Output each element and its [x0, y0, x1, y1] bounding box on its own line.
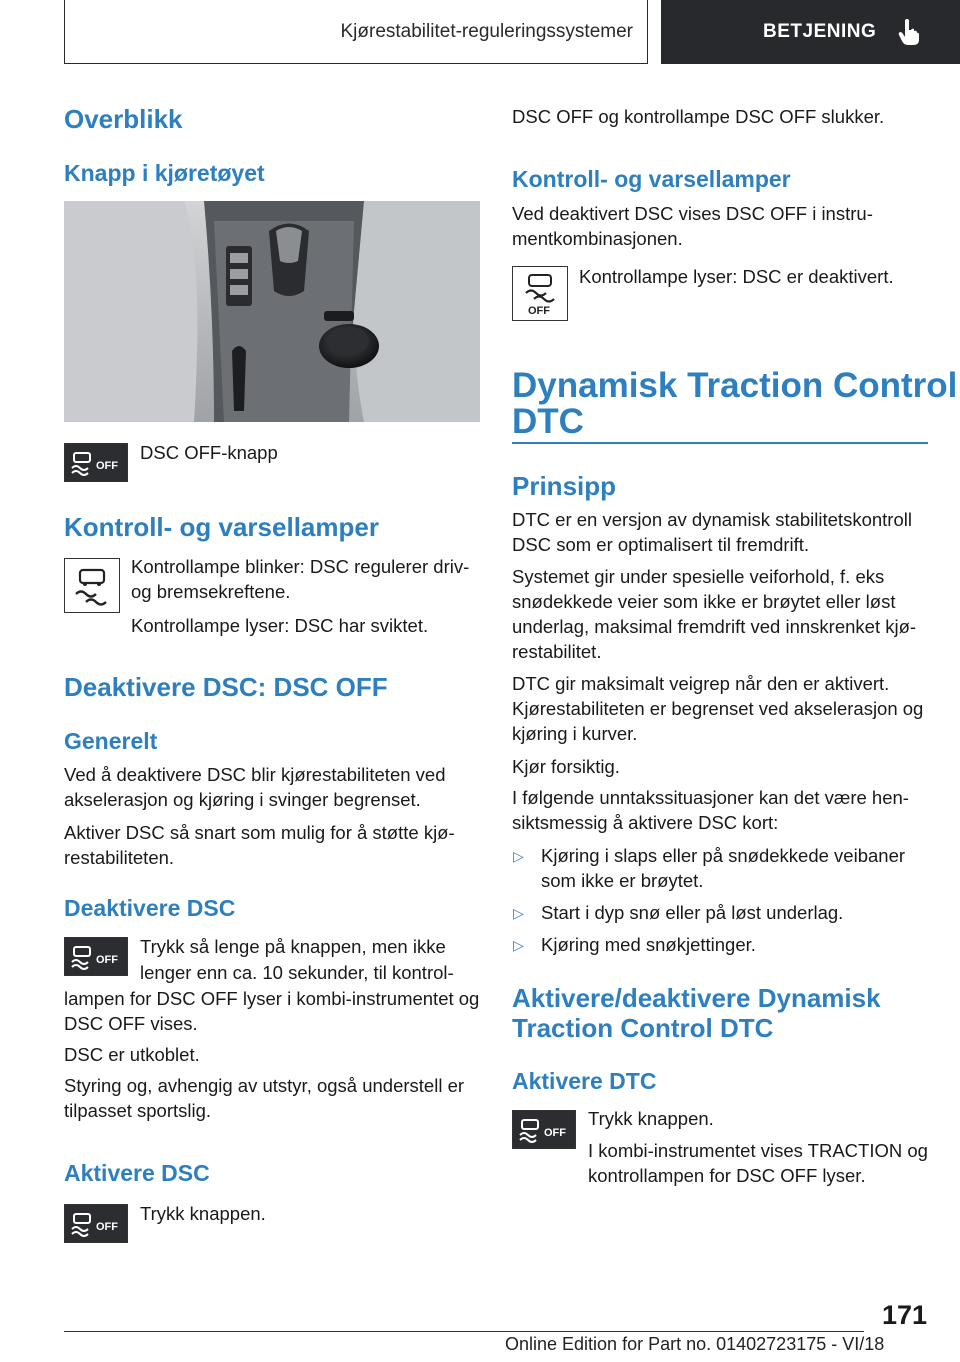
dsc-off-button-icon [64, 937, 128, 976]
bullet-item-1: Kjøring i slaps eller på snødekkede veibaner som ikke er brøytet. [541, 845, 906, 891]
overview-title: Overblikk [64, 104, 183, 134]
lamps-right-paragraph: Ved deaktivert DSC vises DSC OFF i instru-mentkombinasjonen. [512, 203, 873, 249]
header-section-title: Kjørestabilitet-reguleringssystemer [340, 20, 633, 42]
bullet-marker: ▷ [513, 937, 524, 953]
activate-dtc-paragraph-1: Trykk knappen. [588, 1108, 714, 1129]
svg-text:OFF: OFF [544, 1126, 566, 1139]
svg-text:OFF: OFF [96, 1220, 118, 1233]
bullet-item-2: Start i dyp snø eller på løst underlag. [541, 902, 844, 923]
dtc-title-line-2: DTC [512, 402, 584, 441]
dsc-off-button-caption: DSC OFF-knapp [140, 442, 278, 463]
svg-text:OFF: OFF [96, 953, 118, 966]
general-paragraph-2: Aktiver DSC så snart som mulig for å støtte kjø-restabiliteten. [64, 822, 455, 868]
principle-paragraph-5: I følgende unntakssituasjoner kan det være hen-siktsmessig å aktivere DSC kort: [512, 787, 909, 833]
bullet-marker: ▷ [513, 848, 524, 864]
deactivate-dsc-paragraph-1b: lenger enn ca. 10 sekunder, til kontrol- [140, 962, 454, 983]
principle-paragraph-3: DTC gir maksimalt veigrep når den er aktivert. Kjørestabiliteten er begrenset ved akselerasjon og kjøring i kurver. [512, 673, 924, 744]
bullet-item-3: Kjøring med snøkjettinger. [541, 934, 756, 955]
section-divider [512, 442, 928, 444]
lamp-on-deactivated-text: Kontrollampe lyser: DSC er deaktivert. [579, 266, 894, 287]
deactivate-dsc-paragraph-3: Styring og, avhengig av utstyr, også understell er tilpasset sportslig. [64, 1075, 465, 1121]
dsc-off-extinguish-text: DSC OFF og kontrollampe DSC OFF slukker. [512, 106, 885, 127]
bullet-marker: ▷ [513, 905, 524, 921]
dsc-warning-lamp-icon [64, 558, 120, 613]
footer-edition: Online Edition for Part no. 01402723175 - VI/18 [505, 1334, 885, 1354]
deactivate-dsc-paragraph-1c: lampen for DSC OFF lyser i kombi-instrumentet og DSC OFF vises. [64, 988, 480, 1034]
svg-text:OFF: OFF [528, 304, 550, 317]
hand-pointer-icon [898, 19, 920, 45]
dsc-off-button-icon [512, 1110, 576, 1149]
dsc-off-button-icon [64, 1204, 128, 1243]
activate-dtc-title: Aktivere DTC [512, 1068, 657, 1094]
button-in-vehicle-title: Knapp i kjøretøyet [64, 160, 265, 186]
principle-title: Prinsipp [512, 471, 617, 501]
dtc-title-line-1: Dynamisk Traction Control [512, 366, 958, 405]
deactivate-dsc-paragraph-2: DSC er utkoblet. [64, 1044, 200, 1065]
deactivate-dsc-title: Deaktivere DSC: DSC OFF [64, 672, 388, 702]
page-number: 171 [882, 1300, 928, 1330]
activate-dsc-paragraph: Trykk knappen. [140, 1203, 266, 1224]
svg-text:OFF: OFF [96, 459, 118, 472]
principle-paragraph-4: Kjør forsiktig. [512, 756, 620, 777]
header-section-tab [64, 0, 648, 64]
dsc-off-lamp-icon [512, 266, 568, 321]
activate-dtc-paragraph-2: I kombi-instrumentet vises TRACTION og kontrollampen for DSC OFF lyser. [588, 1140, 928, 1186]
center-console-photo [64, 201, 480, 422]
lamp-blink-text: Kontrollampe blinker: DSC regulerer driv- og bremsekreftene. [131, 556, 470, 602]
deactivate-dsc-paragraph-1a: Trykk så lenge på knappen, men ikke [140, 936, 446, 957]
principle-paragraph-1: DTC er en versjon av dynamisk stabilitetskontroll DSC som er optimalisert til fremdrift. [512, 509, 912, 555]
activate-dsc-title: Aktivere DSC [64, 1160, 210, 1186]
header-chapter-tab [661, 0, 960, 64]
principle-paragraph-2: Systemet gir under spesielle veiforhold, f. eks snødekkede veier som ikke er brøytet eller løst underlag, maksimal fremdrift ved innskrenket kjø-restabilitet. [512, 566, 917, 662]
deactivate-dsc-subtitle: Deaktivere DSC [64, 895, 236, 921]
lamps-title-left: Kontroll- og varsellamper [64, 512, 379, 542]
toggle-dtc-title-line-1: Aktivere/deaktivere Dynamisk [512, 983, 881, 1013]
header-chapter-title: BETJENING [763, 21, 877, 42]
lamp-on-failure-text: Kontrollampe lyser: DSC har sviktet. [131, 615, 429, 636]
toggle-dtc-title-line-2: Traction Control DTC [512, 1013, 774, 1043]
footer-rule [64, 1331, 864, 1332]
dsc-off-button-icon [64, 443, 128, 482]
general-title: Generelt [64, 728, 158, 754]
general-paragraph-1: Ved å deaktivere DSC blir kjørestabiliteten ved akselerasjon og kjøring i svinger begrenset. [64, 764, 446, 810]
lamps-title-right: Kontroll- og varsellamper [512, 166, 791, 192]
